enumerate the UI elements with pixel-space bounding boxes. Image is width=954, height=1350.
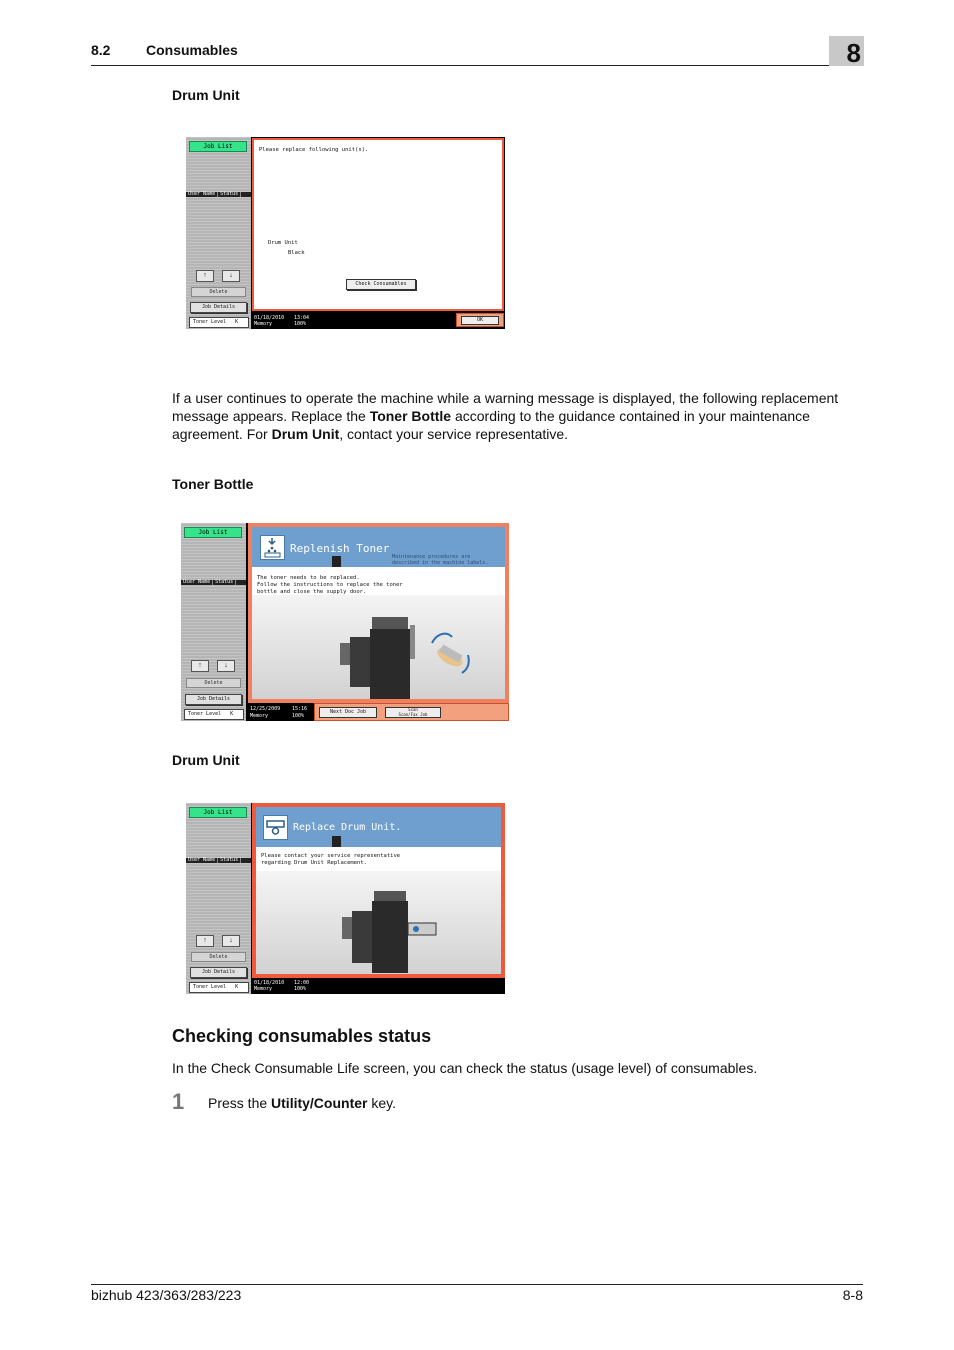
instruction-line-3: bottle and close the supply door. bbox=[257, 589, 367, 595]
memory-value: 100% bbox=[294, 986, 307, 992]
key-icon bbox=[332, 836, 341, 847]
footer-rule bbox=[91, 1284, 863, 1285]
section-title: Consumables bbox=[146, 42, 238, 58]
job-details-button[interactable]: Job Details bbox=[185, 694, 242, 705]
memory-value: 100% bbox=[292, 713, 305, 719]
para-bold-toner-bottle: Toner Bottle bbox=[369, 408, 452, 424]
key-icon bbox=[332, 556, 341, 567]
illustration-area bbox=[256, 871, 501, 974]
date-label: 01/18/2010 bbox=[254, 980, 285, 986]
memory-label: Memory bbox=[250, 713, 269, 719]
delete-button[interactable]: Delete bbox=[191, 287, 246, 297]
scroll-up-button[interactable]: ↑ bbox=[191, 660, 209, 672]
status-bar bbox=[252, 313, 437, 329]
job-list-button[interactable]: Job List bbox=[189, 141, 247, 152]
step-text bbox=[208, 1095, 396, 1111]
instruction-line-2: regarding Drum Unit Replacement. bbox=[261, 860, 367, 866]
instruction-line-2: Follow the instructions to replace the toner bbox=[257, 582, 403, 588]
illustration-area bbox=[252, 595, 505, 699]
job-table-header bbox=[186, 192, 251, 197]
ok-button[interactable]: OK bbox=[461, 316, 499, 325]
screen-title: Replace Drum Unit. bbox=[293, 822, 402, 833]
toner-level-label: Toner Level bbox=[193, 984, 227, 990]
drum-instructions bbox=[261, 853, 400, 867]
machine-illustration bbox=[252, 595, 505, 699]
step-text-2: key. bbox=[367, 1095, 397, 1111]
status-bar bbox=[248, 703, 318, 721]
col-user-name: User Name bbox=[186, 858, 218, 863]
memory-label: Memory bbox=[254, 321, 273, 327]
subheading-drum-unit-2: Drum Unit bbox=[172, 752, 240, 768]
action-bar bbox=[314, 703, 509, 721]
instruction-line-1: Please contact your service representative bbox=[261, 853, 401, 859]
title-bar bbox=[252, 527, 505, 567]
job-list-button[interactable]: Job List bbox=[184, 527, 242, 538]
col-user-name: User Name bbox=[181, 580, 213, 585]
note-line-1: Maintenance procedures are bbox=[392, 554, 471, 560]
unit-name: Drum Unit bbox=[268, 240, 298, 246]
scroll-down-button[interactable]: ↓ bbox=[217, 660, 235, 672]
toner-level-indicator bbox=[189, 317, 249, 328]
toner-k-label: K bbox=[235, 319, 239, 325]
screenshot-replenish-toner bbox=[181, 523, 509, 721]
machine-illustration bbox=[256, 871, 501, 974]
left-panel bbox=[186, 137, 251, 329]
subheading-drum-unit: Drum Unit bbox=[172, 87, 240, 103]
header-rule bbox=[91, 65, 863, 66]
time-label: 15:16 bbox=[292, 706, 308, 712]
message-area bbox=[252, 138, 504, 311]
scroll-up-button[interactable]: ↑ bbox=[196, 935, 214, 947]
para-text-3: , contact your service representative. bbox=[339, 426, 569, 442]
date-label: 12/25/2009 bbox=[250, 706, 281, 712]
delete-button[interactable]: Delete bbox=[191, 952, 246, 962]
col-status: Status bbox=[218, 192, 241, 197]
section-text: In the Check Consumable Life screen, you can check the status (usage level) of consumables. bbox=[172, 1060, 758, 1076]
drum-icon bbox=[263, 815, 288, 840]
note-line-2: described in the machine labels. bbox=[392, 560, 489, 566]
col-status: Status bbox=[218, 858, 241, 863]
unit-color: Black bbox=[288, 250, 305, 256]
scan-fax-label: Scan/Fax Job bbox=[398, 711, 428, 717]
subheading-toner-bottle: Toner Bottle bbox=[172, 476, 254, 492]
chapter-badge: 8 bbox=[829, 36, 864, 66]
instruction-line-1: The toner needs to be replaced. bbox=[257, 575, 360, 581]
screen-title: Replenish Toner bbox=[290, 542, 390, 555]
footer-page-number: 8-8 bbox=[842, 1287, 863, 1303]
delete-button[interactable]: Delete bbox=[186, 678, 241, 688]
next-doc-job-button[interactable]: Next Doc Job bbox=[319, 707, 377, 718]
maintenance-note bbox=[392, 554, 488, 566]
para-text-2: according to the guidance contained in your maintenance agreement. For bbox=[172, 408, 810, 442]
toner-k-label: K bbox=[230, 711, 234, 717]
screenshot-drum-unit-list bbox=[186, 137, 505, 329]
scroll-down-button[interactable]: ↓ bbox=[222, 935, 240, 947]
para-text-1: If a user continues to operate the machine while a warning message is displayed, the following replacement message appears. Replace the bbox=[172, 390, 839, 424]
memory-value: 100% bbox=[294, 321, 307, 327]
toner-instructions bbox=[257, 575, 403, 596]
col-status: Status bbox=[213, 580, 236, 585]
footer-model: bizhub 423/363/283/223 bbox=[91, 1287, 242, 1303]
job-table-header bbox=[186, 858, 251, 863]
scroll-down-button[interactable]: ↓ bbox=[222, 270, 240, 282]
toner-level-indicator bbox=[184, 709, 244, 720]
scan-label: Scan bbox=[408, 707, 418, 712]
left-panel bbox=[181, 523, 246, 721]
toner-k-label: K bbox=[235, 984, 239, 990]
message-area bbox=[248, 523, 509, 703]
job-details-button[interactable]: Job Details bbox=[190, 967, 247, 978]
job-table-header bbox=[181, 580, 246, 585]
toner-level-label: Toner Level bbox=[188, 711, 222, 717]
scroll-up-button[interactable]: ↑ bbox=[196, 270, 214, 282]
toner-level-label: Toner Level bbox=[193, 319, 227, 325]
time-label: 12:00 bbox=[294, 980, 310, 986]
step-bold-key: Utility/Counter bbox=[271, 1095, 368, 1111]
section-number: 8.2 bbox=[91, 42, 111, 58]
col-user-name: User Name bbox=[186, 192, 218, 197]
toner-level-indicator bbox=[189, 982, 249, 993]
job-list-button[interactable]: Job List bbox=[189, 807, 247, 818]
check-consumables-button[interactable]: Check Consumables bbox=[346, 279, 416, 290]
job-details-button[interactable]: Job Details bbox=[190, 302, 247, 313]
left-panel bbox=[186, 803, 251, 994]
intro-paragraph bbox=[172, 389, 872, 443]
step-text-1: Press the bbox=[208, 1095, 272, 1111]
step-number: 1 bbox=[172, 1089, 185, 1114]
time-label: 13:04 bbox=[294, 315, 310, 321]
section-heading: Checking consumables status bbox=[172, 1026, 432, 1046]
screenshot-replace-drum-unit bbox=[186, 803, 505, 994]
status-bar bbox=[252, 978, 505, 994]
scan-fax-job-button[interactable] bbox=[385, 707, 441, 718]
title-bar bbox=[256, 807, 501, 847]
ok-button-frame[interactable] bbox=[456, 313, 504, 327]
replace-message: Please replace following unit(s). bbox=[259, 147, 369, 153]
date-label: 01/18/2010 bbox=[254, 315, 285, 321]
toner-icon bbox=[260, 535, 285, 560]
para-bold-drum-unit: Drum Unit bbox=[271, 426, 340, 442]
memory-label: Memory bbox=[254, 986, 273, 992]
message-area bbox=[252, 803, 505, 978]
